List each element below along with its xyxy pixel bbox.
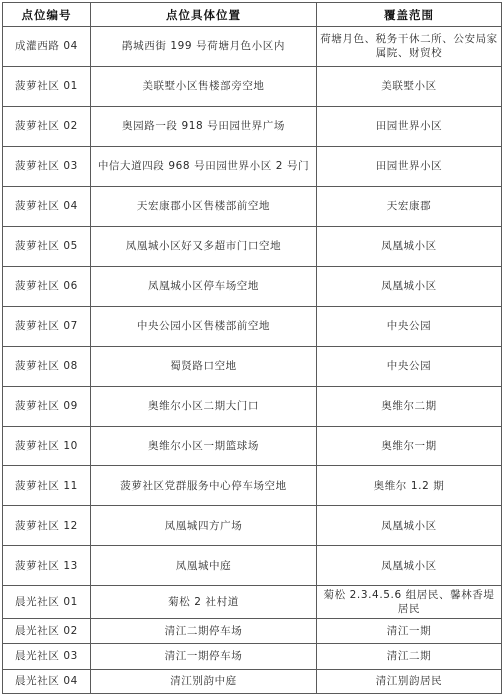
coverage-cell: 田园世界小区 — [317, 106, 502, 146]
location-cell: 凤凰城中庭 — [91, 546, 317, 586]
location-cell: 清江一期停车场 — [91, 644, 317, 670]
location-cell: 凤凰城小区好又多超市门口空地 — [91, 226, 317, 266]
coverage-cell: 凤凰城小区 — [317, 546, 502, 586]
coverage-cell: 奥维尔 1.2 期 — [317, 466, 502, 506]
table-row — [3, 644, 502, 670]
table-row — [3, 106, 502, 146]
table-row — [3, 146, 502, 186]
table-row — [3, 586, 502, 618]
location-cell: 中信大道四段 968 号田园世界小区 2 号门 — [91, 146, 317, 186]
location-cell: 美联墅小区售楼部旁空地 — [91, 66, 317, 106]
location-cell: 中央公园小区售楼部前空地 — [91, 306, 317, 346]
point-id-cell: 菠萝社区 04 — [3, 186, 91, 226]
coverage-cell: 清江二期 — [317, 644, 502, 670]
point-id-cell: 菠萝社区 08 — [3, 346, 91, 386]
location-cell: 蜀贤路口空地 — [91, 346, 317, 386]
coverage-cell: 中央公园 — [317, 306, 502, 346]
table-row — [3, 226, 502, 266]
location-cell: 清江二期停车场 — [91, 618, 317, 644]
table-row — [3, 506, 502, 546]
header-location: 点位具体位置 — [91, 3, 317, 27]
point-id-cell: 菠萝社区 12 — [3, 506, 91, 546]
location-cell: 鹃城西街 199 号荷塘月色小区内 — [91, 27, 317, 67]
table-row — [3, 306, 502, 346]
table-row — [3, 618, 502, 644]
table-row — [3, 346, 502, 386]
point-id-cell: 菠萝社区 03 — [3, 146, 91, 186]
coverage-cell: 凤凰城小区 — [317, 506, 502, 546]
coverage-cell: 荷塘月色、税务干休二所、公安局家属院、财贸校 — [317, 27, 502, 67]
table-row — [3, 66, 502, 106]
location-cell: 菊松 2 社村道 — [91, 586, 317, 618]
table-row — [3, 27, 502, 67]
location-cell: 奥维尔小区二期大门口 — [91, 386, 317, 426]
point-id-cell: 菠萝社区 13 — [3, 546, 91, 586]
table-row — [3, 466, 502, 506]
point-id-cell: 菠萝社区 11 — [3, 466, 91, 506]
coverage-cell: 奥维尔二期 — [317, 386, 502, 426]
point-id-cell: 晨光社区 03 — [3, 644, 91, 670]
point-id-cell: 成灌西路 04 — [3, 27, 91, 67]
point-id-cell: 菠萝社区 05 — [3, 226, 91, 266]
coverage-cell: 凤凰城小区 — [317, 226, 502, 266]
table-row — [3, 426, 502, 466]
table-row — [3, 266, 502, 306]
coverage-cell: 美联墅小区 — [317, 66, 502, 106]
location-table — [2, 2, 502, 694]
point-id-cell: 菠萝社区 09 — [3, 386, 91, 426]
point-id-cell: 菠萝社区 02 — [3, 106, 91, 146]
table-row — [3, 186, 502, 226]
point-id-cell: 菠萝社区 07 — [3, 306, 91, 346]
location-cell: 凤凰城小区停车场空地 — [91, 266, 317, 306]
location-cell: 奥园路一段 918 号田园世界广场 — [91, 106, 317, 146]
table-row — [3, 386, 502, 426]
location-cell: 奥维尔小区一期篮球场 — [91, 426, 317, 466]
coverage-cell: 菊松 2.3.4.5.6 组居民、馨林香堤居民 — [317, 586, 502, 618]
location-cell: 凤凰城四方广场 — [91, 506, 317, 546]
coverage-cell: 凤凰城小区 — [317, 266, 502, 306]
coverage-cell: 清江一期 — [317, 618, 502, 644]
table-row — [3, 669, 502, 693]
point-id-cell: 晨光社区 02 — [3, 618, 91, 644]
table-row — [3, 546, 502, 586]
point-id-cell: 菠萝社区 10 — [3, 426, 91, 466]
coverage-cell: 奥维尔一期 — [317, 426, 502, 466]
point-id-cell: 晨光社区 01 — [3, 586, 91, 618]
coverage-cell: 田园世界小区 — [317, 146, 502, 186]
location-cell: 菠萝社区党群服务中心停车场空地 — [91, 466, 317, 506]
point-id-cell: 菠萝社区 01 — [3, 66, 91, 106]
point-id-cell: 晨光社区 04 — [3, 669, 91, 693]
coverage-cell: 天宏康郡 — [317, 186, 502, 226]
header-coverage: 覆盖范围 — [317, 3, 502, 27]
coverage-cell: 中央公园 — [317, 346, 502, 386]
location-cell: 天宏康郡小区售楼部前空地 — [91, 186, 317, 226]
table-header-row — [3, 3, 502, 27]
header-point-id: 点位编号 — [3, 3, 91, 27]
coverage-cell: 清江别韵居民 — [317, 669, 502, 693]
location-cell: 清江别韵中庭 — [91, 669, 317, 693]
point-id-cell: 菠萝社区 06 — [3, 266, 91, 306]
